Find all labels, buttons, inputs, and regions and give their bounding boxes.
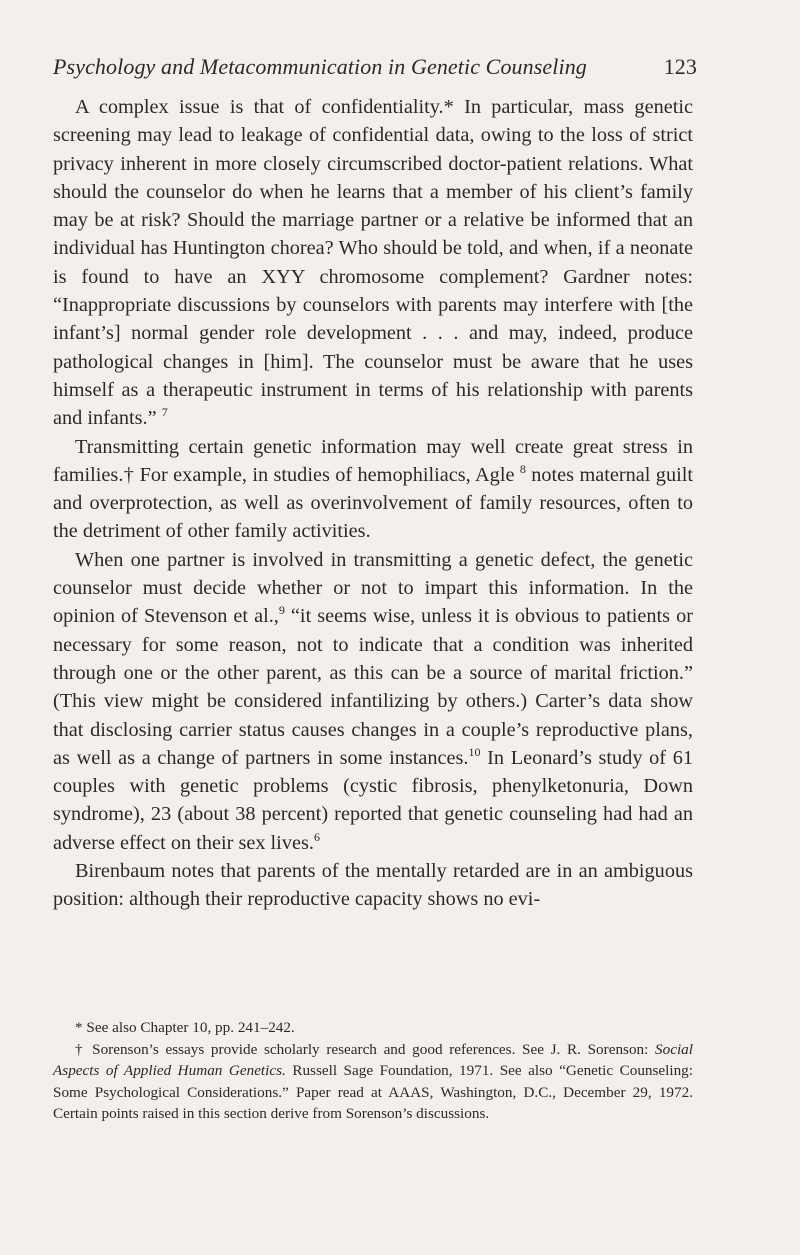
footnotes (53, 1017, 693, 1125)
citation-ref: 6 (313, 829, 320, 844)
citation-ref: 7 (161, 405, 168, 420)
paragraph-transmission: When one partner is involved in transmitting a genetic defect, the genetic counselor must decide whether or not to impart this information. In the opinion of Stevenson et al.,$^9$ “it seems wise, unless it is obvious to patients or necessary for some reason, not to indicate that a condition was inherited through one or the other parent, as this can be a source of marital friction.” (This view might be considered infantilizing by others.) Carter’s data show that disclosing carrier status causes changes in a couple’s reproductive plans, as well as a change of partners in some instances.$^{10}$ In Leonard’s study of 61 couples with genetic problems (cystic fibrosis, phenylketonuria, Down syndrome), 23 (about 38 percent) reported that genetic counseling had had an adverse effect on their sex lives.$^6$ (53, 548, 694, 854)
paragraph-stress: Transmitting certain genetic information may well create great stress in families.† For example, in studies of hemophiliacs, Agle $^8$ notes maternal guilt and overprotection, as well as overinvolvement of family resources, often to the detriment of other family activities. (53, 435, 693, 543)
running-title: Psychology and Metacommunication in Genetic Counseling (53, 54, 587, 79)
book-title: Social Aspects of Applied Human Genetics. (53, 1040, 693, 1079)
citation-ref: 9 (278, 603, 285, 618)
paragraph-birenbaum: Birenbaum notes that parents of the mentally retarded are in an ambiguous position: although their reproductive capacity shows no evi- (53, 860, 693, 911)
citation-ref: 8 (519, 462, 526, 477)
body-text (53, 93, 693, 914)
paragraph-confidentiality: A complex issue is that of confidentiality.* In particular, mass genetic screening may lead to leakage of confidential data, owing to the loss of strict privacy inherent in more closely circumscribed doctor-patient relations. What should the counselor do when he learns that a member of his client’s family may be at risk? Should the marriage partner or a relative be informed that an individual has Huntington chorea? Who should be told, and when, if a neonate is found to have an XYY chromosome complement? Gardner notes: “Inappropriate discussions by counselors with parents may interfere with [the infant’s] normal gender role development . . . and may, indeed, produce pathological changes in [him]. The counselor must be aware that he uses himself as a therapeutic instrument in terms of his relationship with parents and infants.” $^7$ (53, 96, 693, 430)
running-header (53, 54, 697, 80)
footnote-star: * See also Chapter 10, pp. 241–242. (75, 1019, 295, 1036)
footnote-dagger: † Sorenson’s essays provide scholarly research and good references. See J. R. Sorenson: Social Aspects of Applied Human Genetics. Russell Sage Foundation, 1971. See also “Genetic Counseling: Some Psychological Considerations.” Paper read at AAAS, Washington, D.C., December 29, 1972. Certain points raised in this section derive from Sorenson’s discussions. (53, 1040, 693, 1122)
footnote-marker-star: * (443, 96, 454, 118)
page-number: 123 (663, 54, 697, 79)
footnote-marker-dagger: † (123, 463, 135, 486)
citation-ref: 10 (468, 745, 481, 760)
